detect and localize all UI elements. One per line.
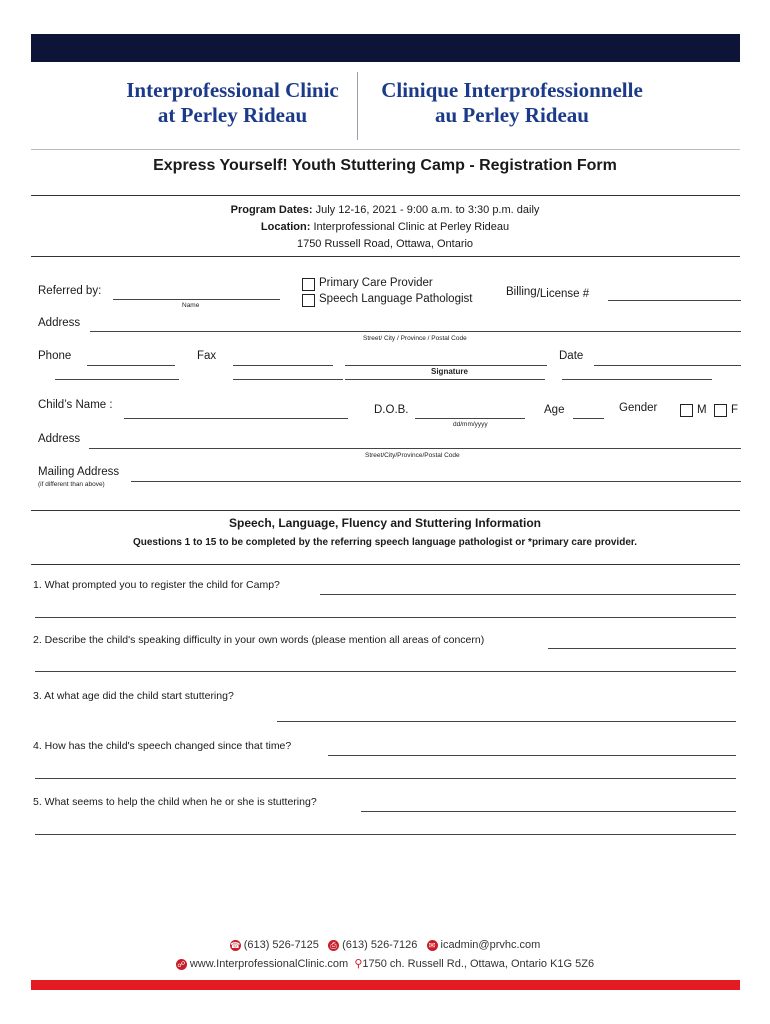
gender-m-label: M	[697, 404, 707, 416]
child-address-caption	[365, 452, 460, 459]
question-5: 5. What seems to help the child when he or she is stuttering?	[33, 796, 317, 808]
question-4: 4. How has the child's speech changed since that time?	[33, 740, 292, 752]
child-address-label: Address	[38, 433, 81, 445]
question-3: 3. At what age did the child start stuttering?	[33, 690, 234, 702]
phone-label: Phone	[38, 350, 72, 362]
top-banner-bar	[31, 34, 740, 62]
location-address: 1750 Russell Road, Ottawa, Ontario	[296, 238, 474, 250]
name-caption: Name	[182, 302, 200, 309]
question-2: 2. Describe the child's speaking difficulty in your own words (please mention all areas of concern)	[33, 634, 485, 646]
primary-care-label: Primary Care Provider	[319, 277, 433, 289]
date-field[interactable]	[594, 365, 741, 366]
mailing-address-field[interactable]	[131, 481, 741, 482]
location-icon: ⚲	[354, 958, 363, 970]
billing-label-b: /License #	[536, 288, 590, 300]
title-rule	[31, 195, 740, 196]
answer-3-line[interactable]	[277, 721, 736, 722]
gender-label: Gender	[619, 402, 658, 414]
question-1: 1. What prompted you to register the child for Camp?	[33, 579, 280, 591]
referrer-address-field[interactable]	[90, 331, 741, 332]
answer-1-line-1[interactable]	[320, 594, 736, 595]
fax-label: Fax	[197, 350, 217, 362]
logo-divider	[357, 72, 358, 140]
date-underline	[562, 379, 712, 380]
phone-underline	[55, 379, 179, 380]
location	[0, 221, 770, 233]
answer-4-line-2[interactable]	[35, 778, 736, 779]
dob-label: D.O.B.	[374, 404, 409, 416]
phone-icon: ☎	[230, 940, 241, 950]
program-dates-label: Program Dates:	[230, 204, 313, 216]
logo-french	[362, 78, 662, 128]
answer-1-line-2[interactable]	[35, 617, 736, 618]
gender-f-label: F	[731, 404, 739, 416]
logo-en-line2: at Perley Rideau	[157, 103, 308, 127]
referrer-address-label: Address	[38, 317, 81, 329]
billing-label	[506, 286, 589, 298]
footer-web[interactable]: www.InterprofessionalClinic.com	[189, 958, 349, 970]
logo-fr-line2: au Perley Rideau	[435, 103, 589, 127]
globe-icon: ☍	[177, 959, 186, 969]
billing-label-a: Billing	[506, 286, 537, 298]
program-dates-value: July 12-16, 2021 - 9:00 a.m. to 3:30 p.m. daily	[315, 204, 540, 216]
section-title: Speech, Language, Fluency and Stuttering Information	[228, 516, 542, 530]
answer-5-line-2[interactable]	[35, 834, 736, 835]
referrer-address-caption: Street/ City / Province / Postal Code	[363, 335, 467, 342]
location-value: Interprofessional Clinic at Perley Rideau	[313, 221, 510, 233]
section-rule-top	[31, 510, 740, 511]
child-address-field[interactable]	[89, 448, 741, 449]
date-label: Date	[559, 350, 584, 362]
fax-underline	[233, 379, 343, 380]
email-icon: ✉	[427, 940, 438, 951]
child-address-caption-b: /City/Province/Postal Code	[382, 452, 460, 459]
phone-field[interactable]	[87, 365, 175, 366]
location-label: Location:	[260, 221, 311, 233]
child-name-field[interactable]	[124, 418, 348, 419]
age-field[interactable]	[573, 418, 604, 419]
program-dates	[0, 204, 770, 216]
mailing-address-label: Mailing Address	[38, 466, 120, 478]
answer-4-line-1[interactable]	[328, 755, 736, 756]
primary-care-checkbox[interactable]	[302, 278, 315, 291]
form-title: Express Yourself! Youth Stuttering Camp - Registration Form	[153, 157, 617, 174]
signature-caption: Signature	[431, 367, 468, 376]
answer-5-line-1[interactable]	[361, 811, 736, 812]
footer-phone: (613) 526-7125	[243, 939, 319, 951]
logo-fr-line1: Clinique Interprofessionnelle	[381, 78, 643, 102]
header-rule	[31, 149, 740, 150]
section-subtitle: Questions 1 to 15 to be completed by the referring speech language pathologist or *primary care provider.	[132, 537, 637, 548]
slp-checkbox[interactable]	[302, 294, 315, 307]
info-rule	[31, 256, 740, 257]
referrer-name-field[interactable]	[113, 299, 280, 300]
footer-address: 1750 ch. Russell Rd., Ottawa, Ontario K1G 5Z6	[362, 958, 595, 970]
fax-icon: ⎙	[328, 940, 339, 951]
signature-underline	[345, 379, 545, 380]
gender-m-checkbox[interactable]	[680, 404, 693, 417]
footer-address-line	[0, 957, 770, 970]
billing-field[interactable]	[608, 300, 741, 301]
fax-field[interactable]	[233, 365, 333, 366]
answer-2-line-1[interactable]	[548, 648, 736, 649]
slp-label: Speech Language Pathologist	[319, 293, 473, 305]
footer-fax: (613) 526-7126	[342, 939, 418, 951]
footer-email[interactable]: icadmin@prvhc.com	[440, 939, 541, 951]
referred-by-label: Referred by:	[38, 285, 102, 297]
signature-field[interactable]	[345, 365, 547, 366]
gender-f-checkbox[interactable]	[714, 404, 727, 417]
footer-contacts	[0, 939, 770, 951]
section-rule-bottom	[31, 564, 740, 565]
dob-caption: dd/mm/yyyy	[453, 421, 488, 428]
bottom-accent-bar	[31, 980, 740, 990]
logo-english	[110, 78, 355, 128]
mailing-address-note: (if different than above)	[38, 481, 105, 488]
dob-field[interactable]	[415, 418, 525, 419]
child-name-label: Child’s Name :	[38, 399, 113, 411]
age-label: Age	[544, 404, 565, 416]
child-address-caption-a: Street	[365, 452, 383, 459]
logo-en-line1: Interprofessional Clinic	[126, 78, 339, 102]
answer-2-line-2[interactable]	[35, 671, 736, 672]
